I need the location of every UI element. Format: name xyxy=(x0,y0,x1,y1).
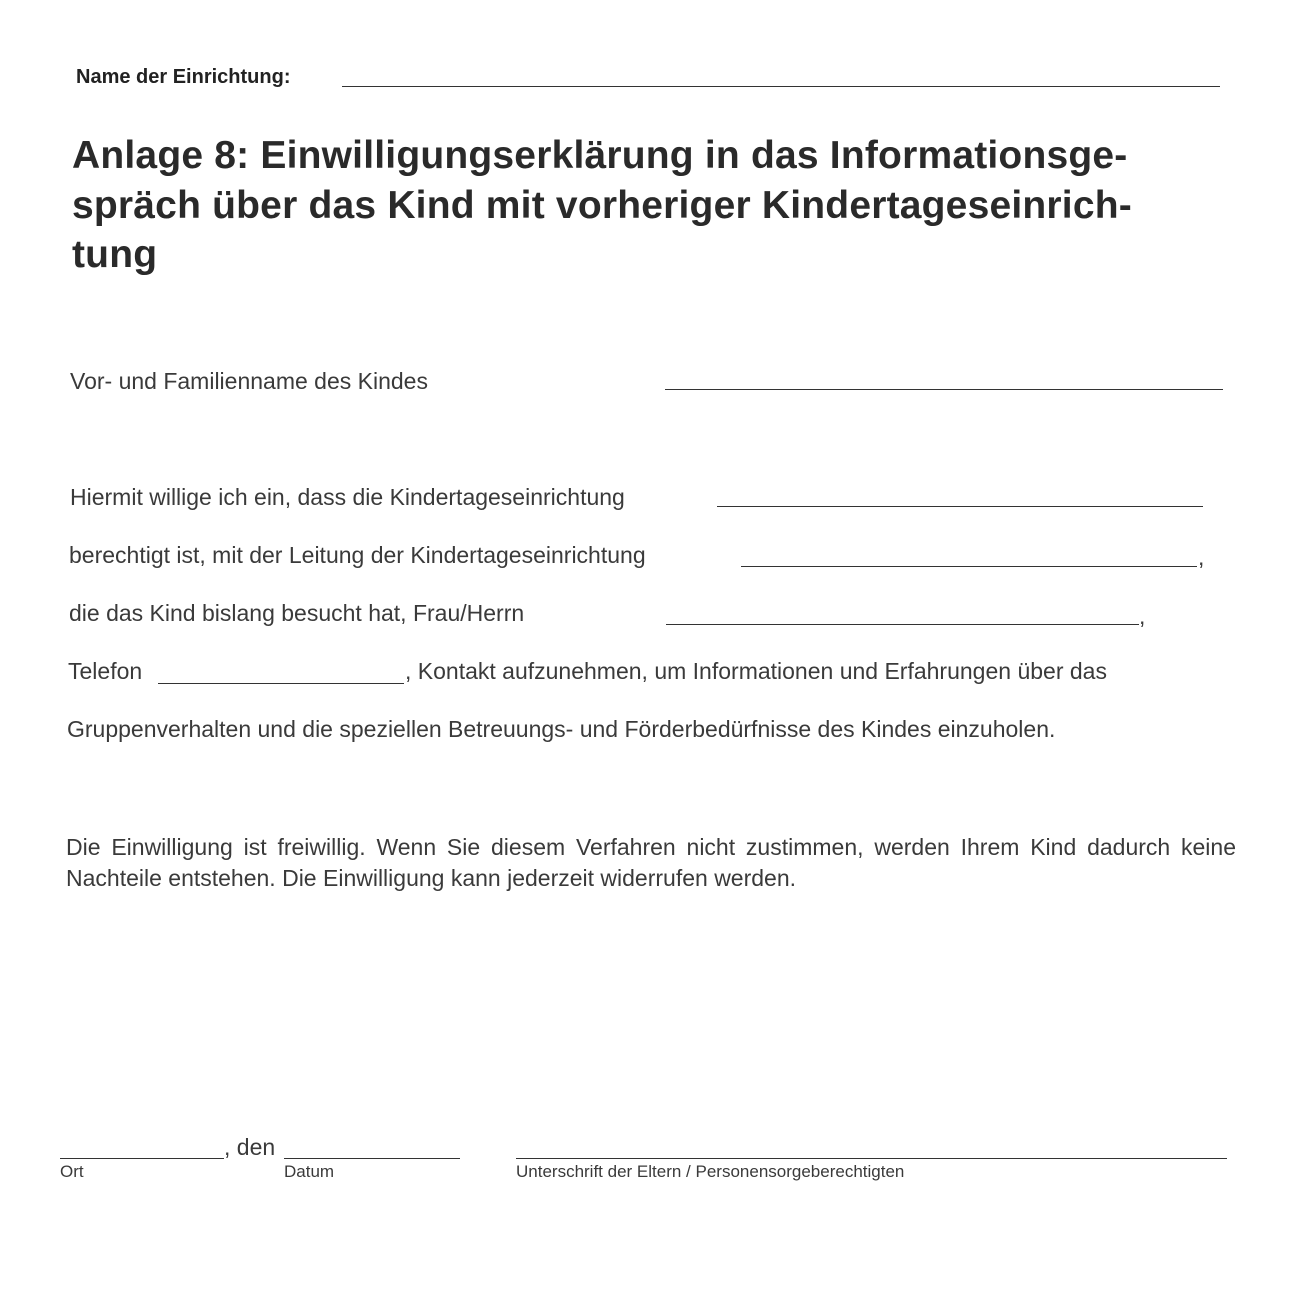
contact-person-field[interactable] xyxy=(666,624,1139,625)
date-field[interactable] xyxy=(284,1158,460,1159)
page-title-line-2: spräch über das Kind mit vorheriger Kindertageseinrich- xyxy=(72,184,1132,227)
facility-name-field[interactable] xyxy=(342,86,1220,87)
child-name-field[interactable] xyxy=(665,389,1223,390)
date-label: Datum xyxy=(284,1162,335,1181)
consent-line-4-prefix: Telefon xyxy=(68,658,143,684)
voluntary-notice: Die Einwilligung ist freiwillig. Wenn Sie diesem Verfahren nicht zustimmen, werden Ihrem Kind dadurch keine Nachteile entstehen. Die Einwilligung kann jederzeit widerrufen werden. xyxy=(66,834,1236,891)
child-name-label: Vor- und Familienname des Kindes xyxy=(70,368,428,394)
consent-line-2-comma: , xyxy=(1198,544,1205,570)
consent-line-1: Hiermit willige ich ein, dass die Kindertageseinrichtung xyxy=(70,484,625,510)
page-title-line-3: tung xyxy=(72,233,158,276)
phone-field[interactable] xyxy=(158,683,404,684)
consent-line-5: Gruppenverhalten und die speziellen Betreuungs- und Förderbedürfnisse des Kindes einzuholen. xyxy=(67,716,1056,742)
leadership-facility-field[interactable] xyxy=(741,566,1197,567)
den-label: , den xyxy=(224,1134,276,1160)
facility-field[interactable] xyxy=(717,506,1203,507)
consent-line-3-comma: , xyxy=(1139,603,1146,629)
place-label: Ort xyxy=(60,1162,84,1181)
facility-name-label: Name der Einrichtung: xyxy=(76,66,291,88)
signature-field[interactable] xyxy=(516,1158,1227,1159)
signature-label: Unterschrift der Eltern / Personensorgeberechtigten xyxy=(516,1162,905,1181)
consent-line-4-rest: , Kontakt aufzunehmen, um Informationen und Erfahrungen über das xyxy=(405,658,1107,684)
consent-line-2: berechtigt ist, mit der Leitung der Kindertageseinrichtung xyxy=(69,542,646,568)
page-title-line-1: Anlage 8: Einwilligungserklärung in das Informationsge- xyxy=(72,134,1128,177)
consent-line-3: die das Kind bislang besucht hat, Frau/Herrn xyxy=(69,600,525,626)
place-field[interactable] xyxy=(60,1158,224,1159)
